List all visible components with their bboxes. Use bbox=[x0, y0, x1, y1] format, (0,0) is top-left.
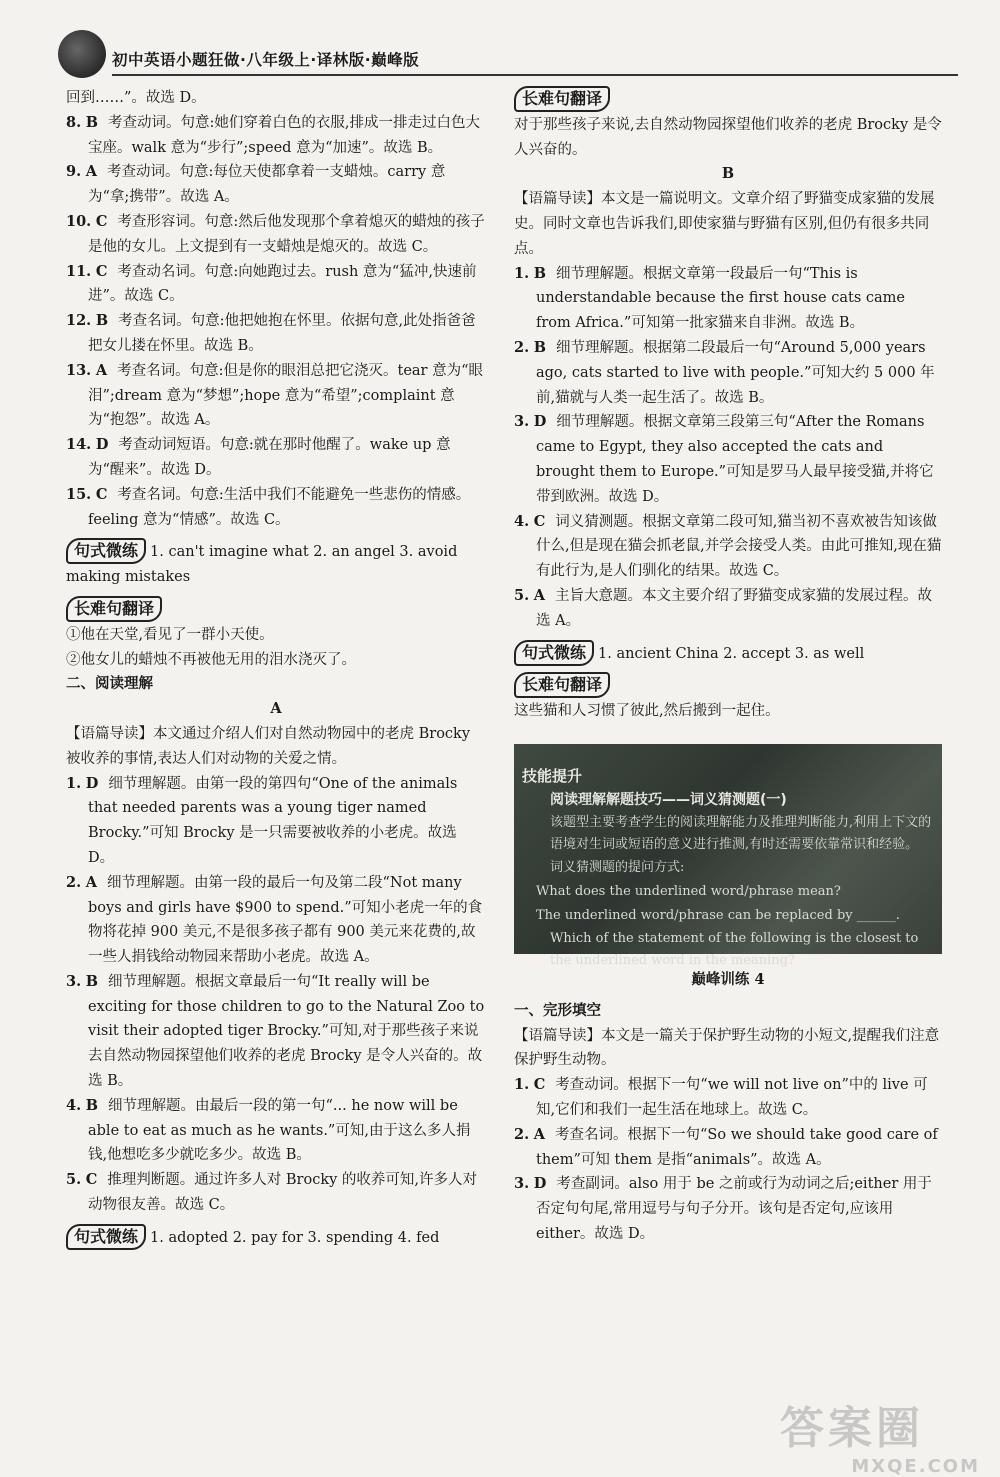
answer-item bbox=[66, 1168, 486, 1218]
translation-text: 这些猫和人习惯了彼此,然后搬到一起住。 bbox=[514, 703, 780, 720]
item-answer: B bbox=[533, 264, 547, 282]
item-answer: C bbox=[533, 1076, 546, 1094]
item-number: 4. bbox=[514, 512, 530, 530]
watermark-line-2: MXQE.COM bbox=[851, 1456, 980, 1477]
item-number: 3. bbox=[66, 972, 82, 990]
item-answer: A bbox=[85, 163, 98, 181]
item-explanation: 细节理解题。根据第二段最后一句“Around 5,000 years ago, cats started to live with people.”可知大约 5 000 年前,猫就与人类一起生活了。故选 B。 bbox=[536, 339, 935, 406]
item-answer: B bbox=[533, 338, 547, 356]
skill-question-3: Which of the statement of the following is the closest to the underlined word in the meaning? bbox=[550, 930, 919, 968]
item-answer: D bbox=[533, 1175, 547, 1193]
item-number: 1. bbox=[66, 774, 82, 792]
item-number: 14. bbox=[66, 436, 92, 454]
answer-list-reading-b bbox=[514, 262, 942, 634]
item-number: 5. bbox=[66, 1171, 82, 1189]
item-explanation: 考查名词。句意:他把她抱在怀里。依据句意,此处指爸爸把女儿搂在怀里。故选 B。 bbox=[88, 313, 476, 354]
item-explanation: 细节理解题。由最后一段的第一句“... he now will be able to eat as much as he wants.”可知,由于这么多人捐钱,他想吃多少就吃多少。故选 B。 bbox=[88, 1097, 471, 1164]
item-number: 2. bbox=[66, 873, 82, 891]
answer-item bbox=[66, 970, 486, 1094]
right-column bbox=[514, 86, 942, 1247]
item-number: 2. bbox=[514, 1125, 530, 1143]
answer-item bbox=[66, 309, 486, 359]
item-number: 8. bbox=[66, 113, 82, 131]
item-answer: C bbox=[85, 1171, 98, 1189]
drill-tag: 句式微练 bbox=[514, 640, 594, 666]
answer-item bbox=[514, 262, 942, 336]
item-number: 5. bbox=[514, 586, 530, 604]
item-number: 12. bbox=[66, 312, 92, 330]
header-title: 初中英语小题狂做·八年级上·译林版·巅峰版 bbox=[112, 51, 420, 69]
item-explanation: 词义猜测题。根据文章第二段可知,猫当初不喜欢被告知该做什么,但是现在猫会抓老鼠,并学会接受人类。由此可推知,现在猫有此行为,是人们驯化的结果。故选 C。 bbox=[536, 513, 942, 580]
answer-item bbox=[514, 1172, 942, 1246]
item-explanation: 推理判断题。通过许多人对 Brocky 的收养可知,许多人对动物很友善。故选 C。 bbox=[88, 1172, 478, 1214]
answer-item bbox=[66, 210, 486, 260]
item-answer: A bbox=[533, 586, 546, 604]
section-heading-cloze: 一、完形填空 bbox=[514, 1002, 601, 1019]
item-explanation: 主旨大意题。本文主要介绍了野猫变成家猫的发展过程。故选 A。 bbox=[536, 587, 933, 629]
translation-tag: 长难句翻译 bbox=[66, 596, 162, 622]
section-heading-reading: 二、阅读理解 bbox=[66, 676, 153, 693]
drill-text: 1. adopted 2. pay for 3. spending 4. fed bbox=[150, 1229, 440, 1246]
item-explanation: 细节理解题。根据文章第一段最后一句“This is understandable because the first house cats came from Africa.”可知第一批家猫来自非洲。故选 B。 bbox=[536, 265, 905, 332]
item-explanation: 考查动词。根据下一句“we will not live on”中的 live 可知,它们和我们一起生活在地球上。故选 C。 bbox=[536, 1077, 928, 1118]
item-explanation: 细节理解题。由第一段的第四句“One of the animals that needed parents was a young tiger named Brocky.”可知 Brocky 是一只需要被收养的小老虎。故选 D。 bbox=[88, 775, 458, 866]
item-number: 13. bbox=[66, 361, 92, 379]
skill-box bbox=[514, 744, 942, 968]
watermark-line-1: 答案圈 bbox=[780, 1403, 924, 1454]
translation-block-3 bbox=[514, 672, 942, 724]
item-answer: C bbox=[95, 262, 108, 280]
answer-item bbox=[514, 1123, 942, 1173]
site-watermark bbox=[780, 1392, 980, 1477]
book-logo-icon bbox=[58, 30, 106, 78]
passage-guide-c: 【语篇导读】本文是一篇关于保护野生动物的小短文,提醒我们注意保护野生动物。 bbox=[514, 1027, 940, 1069]
item-number: 3. bbox=[514, 1175, 530, 1193]
item-answer: C bbox=[95, 485, 108, 503]
answer-item bbox=[66, 871, 486, 970]
skill-question-1: What does the underlined word/phrase mean? bbox=[536, 883, 841, 899]
answer-item bbox=[66, 359, 486, 433]
answer-item bbox=[66, 433, 486, 483]
item-explanation: 考查副词。also 用于 be 之前或行为动词之后;either 用于否定句句尾,常用逗号与句子分开。该句是否定句,应该用 either。故选 D。 bbox=[536, 1176, 932, 1242]
item-answer: B bbox=[85, 113, 99, 131]
drill-tag: 句式微练 bbox=[66, 1224, 146, 1250]
item-explanation: 考查动词短语。句意:就在那时他醒了。wake up 意为“醒来”。故选 D。 bbox=[88, 437, 451, 478]
translation-text: 对于那些孩子来说,去自然动物园探望他们收养的老虎 Brocky 是令人兴奋的。 bbox=[514, 116, 942, 158]
item-explanation: 考查动词。句意:每位天使都拿着一支蜡烛。carry 意为“拿;携带”。故选 A。 bbox=[88, 164, 446, 206]
item-number: 15. bbox=[66, 485, 92, 503]
item-number: 9. bbox=[66, 163, 82, 181]
item-explanation: 考查名词。句意:生活中我们不能避免一些悲伤的情感。feeling 意为“情感”。故选 C。 bbox=[88, 486, 471, 528]
skill-subheading: 词义猜测题的提问方式: bbox=[550, 859, 685, 875]
answer-item bbox=[66, 772, 486, 871]
header-rule bbox=[112, 74, 958, 76]
answer-item bbox=[514, 410, 942, 509]
item-explanation: 考查形容词。句意:然后他发现那个拿着熄灭的蜡烛的孩子是他的女儿。上文提到有一支蜡烛是熄灭的。故选 C。 bbox=[88, 213, 485, 255]
answer-item bbox=[66, 260, 486, 310]
skill-question-2: The underlined word/phrase can be replaced by ______. bbox=[536, 907, 900, 923]
item-explanation: 考查名词。根据下一句“So we should take good care of them”可知 them 是指“animals”。故选 A。 bbox=[536, 1126, 938, 1168]
training-title: 巅峰训练 4 bbox=[691, 970, 765, 988]
translation-tag: 长难句翻译 bbox=[514, 672, 610, 698]
translation-line: ①他在天堂,看见了一群小天使。 bbox=[66, 626, 274, 643]
item-answer: D bbox=[95, 436, 109, 454]
item-explanation: 考查动词。句意:她们穿着白色的衣服,排成一排走过白色大宝座。walk 意为“步行”;speed 意为“加速”。故选 B。 bbox=[88, 114, 481, 156]
item-answer: B bbox=[95, 312, 109, 330]
continued-text: 回到……”。故选 D。 bbox=[66, 90, 206, 106]
answer-list-cloze bbox=[66, 111, 486, 533]
answer-item bbox=[514, 584, 942, 634]
drill-block-3 bbox=[514, 640, 942, 667]
answer-item bbox=[514, 336, 942, 410]
answer-item bbox=[66, 483, 486, 533]
skill-body: 该题型主要考查学生的阅读理解能力及推理判断能力,利用上下文的语境对生词或短语的意义进行推测,有时还需要依靠常识和经验。 bbox=[550, 814, 932, 852]
item-answer: A bbox=[85, 873, 98, 891]
drill-block-1 bbox=[66, 538, 486, 590]
item-answer: A bbox=[533, 1125, 546, 1143]
part-a-heading: A bbox=[270, 700, 282, 718]
answer-item bbox=[514, 510, 942, 584]
item-number: 1. bbox=[514, 1076, 530, 1094]
item-answer: B bbox=[85, 1096, 99, 1114]
item-answer: D bbox=[85, 774, 99, 792]
item-explanation: 考查动名词。句意:向她跑过去。rush 意为“猛冲,快速前进”。故选 C。 bbox=[88, 263, 477, 305]
skill-title: 技能提升 bbox=[522, 766, 583, 785]
drill-text: 1. ancient China 2. accept 3. as well bbox=[598, 645, 865, 662]
item-explanation: 细节理解题。由第一段的最后一句及第二段“Not many boys and girls have $900 to spend.”可知小老虎一年的食物将花掉 900 美元,不是很多孩子都有 900 美元来花费的,故一些人捐钱给动物园来帮助小老虎。故选 A。 bbox=[88, 874, 483, 966]
translation-tag: 长难句翻译 bbox=[514, 86, 610, 112]
answer-item bbox=[66, 1094, 486, 1168]
answer-item bbox=[514, 1073, 942, 1123]
answer-list-cloze-2 bbox=[514, 1073, 942, 1247]
item-explanation: 考查名词。句意:但是你的眼泪总把它浇灭。tear 意为“眼泪”;dream 意为“梦想”;hope 意为“希望”;complaint 意为“抱怨”。故选 A。 bbox=[88, 362, 483, 429]
item-answer: D bbox=[533, 413, 547, 431]
item-number: 10. bbox=[66, 212, 92, 230]
item-answer: C bbox=[95, 212, 108, 230]
translation-block-1 bbox=[66, 596, 486, 672]
passage-guide-b: 【语篇导读】本文是一篇说明文。文章介绍了野猫变成家猫的发展史。同时文章也告诉我们,即使家猫与野猫有区别,但仍有很多共同点。 bbox=[514, 191, 935, 257]
item-number: 4. bbox=[66, 1096, 82, 1114]
translation-block-2 bbox=[514, 86, 942, 162]
item-number: 11. bbox=[66, 262, 92, 280]
item-number: 1. bbox=[514, 264, 530, 282]
skill-heading: 阅读理解解题技巧——词义猜测题(一) bbox=[550, 791, 787, 808]
drill-text: 1. can't imagine what 2. an angel 3. avoid making mistakes bbox=[66, 544, 458, 586]
part-b-heading: B bbox=[721, 165, 735, 183]
answer-list-reading-a bbox=[66, 772, 486, 1218]
item-explanation: 细节理解题。根据文章第三段第三句“After the Romans came to Egypt, they also accepted the cats and brought them to Europe.”可知是罗马人最早接受猫,并将它带到欧洲。故选 D。 bbox=[536, 414, 934, 505]
answer-item bbox=[66, 160, 486, 210]
passage-guide-a: 【语篇导读】本文通过介绍人们对自然动物园中的老虎 Brocky 被收养的事情,表达人们对动物的关爱之情。 bbox=[66, 725, 471, 767]
item-answer: B bbox=[85, 972, 99, 990]
drill-tag: 句式微练 bbox=[66, 538, 146, 564]
page-header bbox=[58, 40, 958, 78]
translation-line: ②他女儿的蜡烛不再被他无用的泪水浇灭了。 bbox=[66, 651, 356, 668]
left-column bbox=[66, 86, 486, 1251]
item-answer: A bbox=[95, 361, 108, 379]
item-number: 2. bbox=[514, 338, 530, 356]
answer-item bbox=[66, 111, 486, 161]
item-number: 3. bbox=[514, 413, 530, 431]
drill-block-2 bbox=[66, 1224, 486, 1251]
item-answer: C bbox=[533, 512, 546, 530]
item-explanation: 细节理解题。根据文章最后一句“It really will be exciting for those children to go to the Natural Zoo to visit their adopted tiger Brocky.”可知,对于那些孩子来说去自然动物园探望他们收养的老虎 Brocky 是令人兴奋的。故选 B。 bbox=[88, 973, 485, 1090]
